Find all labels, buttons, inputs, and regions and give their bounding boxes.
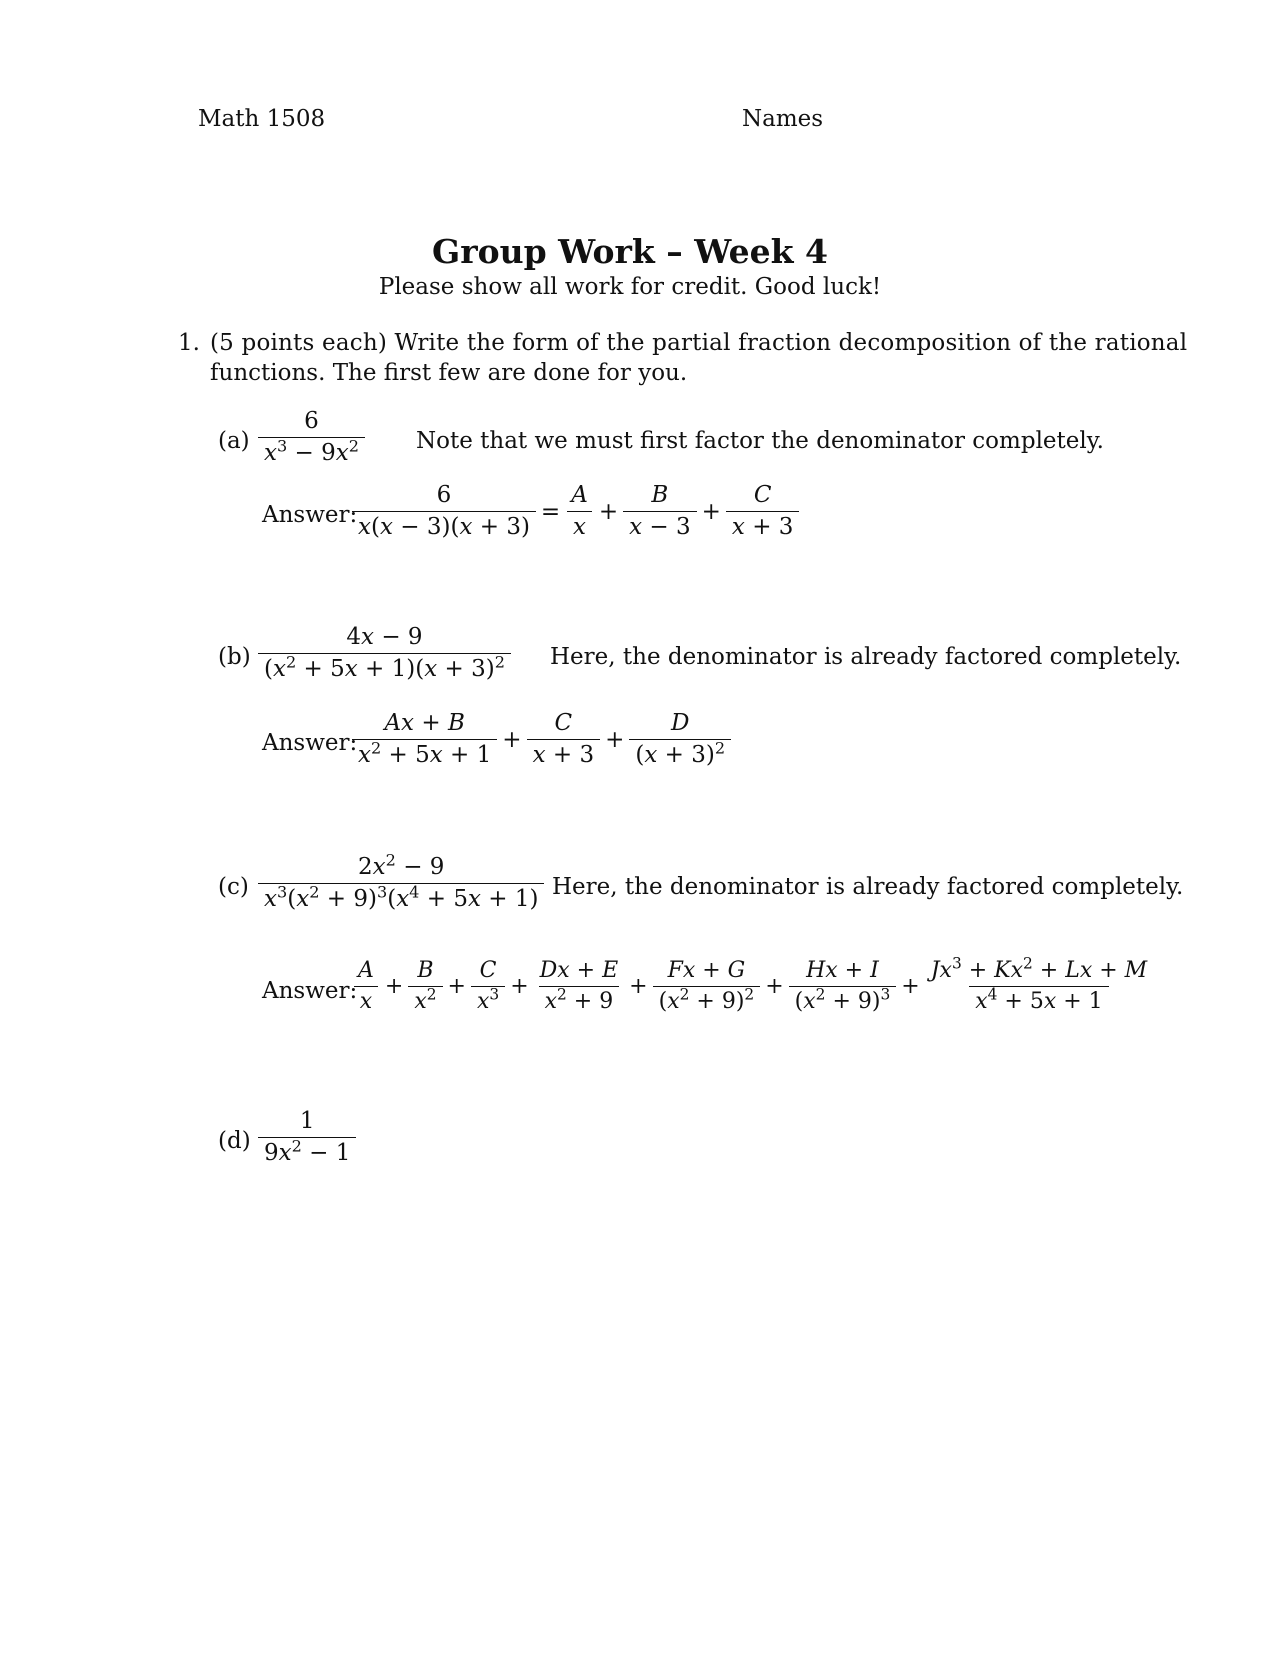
- part-d-label: (d): [218, 1128, 251, 1154]
- problem-text-line2: functions. The first few are done for you.: [210, 360, 688, 386]
- part-a-answer: $\frac{6}{x(x - 3)(x + 3)}$ = $\frac{A}{x}$ + $\frac{B}{x - 3}$ + $\frac{C}{x + 3}$: [352, 484, 799, 539]
- course-name: Math 1508: [198, 106, 326, 132]
- part-c-answer: $\frac{A}{x}$ + $\frac{B}{x^2}$ + $\frac{C}{x^3}$ + $\frac{Dx + E}{x^2 + 9}$ + $\frac{Fx + G}{(x^2 + 9)^2}$ + $\frac{Hx + I}{(x^2 + 9)^3}$ + $\frac{Jx^3 + Kx^2 + Lx + M}{x^4 + 5x + 1}$: [352, 960, 1153, 1013]
- part-c-label: (c): [218, 874, 249, 900]
- part-a-answer-label: Answer:: [262, 502, 358, 528]
- page-title: Group Work – Week 4: [432, 232, 828, 271]
- part-c-note: Here, the denominator is already factored completely.: [552, 874, 1184, 900]
- part-b-expression: $\frac{4x - 9}{(x^2 + 5x + 1)(x + 3)^2}$: [258, 626, 511, 681]
- part-a-note: Note that we must first factor the denominator completely.: [416, 428, 1104, 454]
- page-subtitle: Please show all work for credit. Good luck!: [378, 274, 882, 300]
- part-b-note: Here, the denominator is already factored completely.: [550, 644, 1182, 670]
- part-b-answer-label: Answer:: [262, 730, 358, 756]
- part-b-label: (b): [218, 644, 251, 670]
- problem-number: 1.: [178, 330, 200, 356]
- names-label: Names: [742, 106, 824, 132]
- part-c-expression: $\frac{2x^2 - 9}{x^3(x^2 + 9)^3(x^4 + 5x + 1)}$: [258, 856, 544, 911]
- part-d-expression: $\frac{1}{9x^2 - 1}$: [258, 1110, 356, 1165]
- part-a-expression: $\frac{6}{x^3 - 9x^2}$: [258, 410, 365, 465]
- problem-text-line1: (5 points each) Write the form of the partial fraction decomposition of the rational: [210, 330, 1188, 356]
- part-b-answer: $\frac{Ax + B}{x^2 + 5x + 1}$ + $\frac{C}{x + 3}$ + $\frac{D}{(x + 3)^2}$: [352, 712, 731, 767]
- part-c-answer-label: Answer:: [262, 978, 358, 1004]
- part-a-label: (a): [218, 428, 250, 454]
